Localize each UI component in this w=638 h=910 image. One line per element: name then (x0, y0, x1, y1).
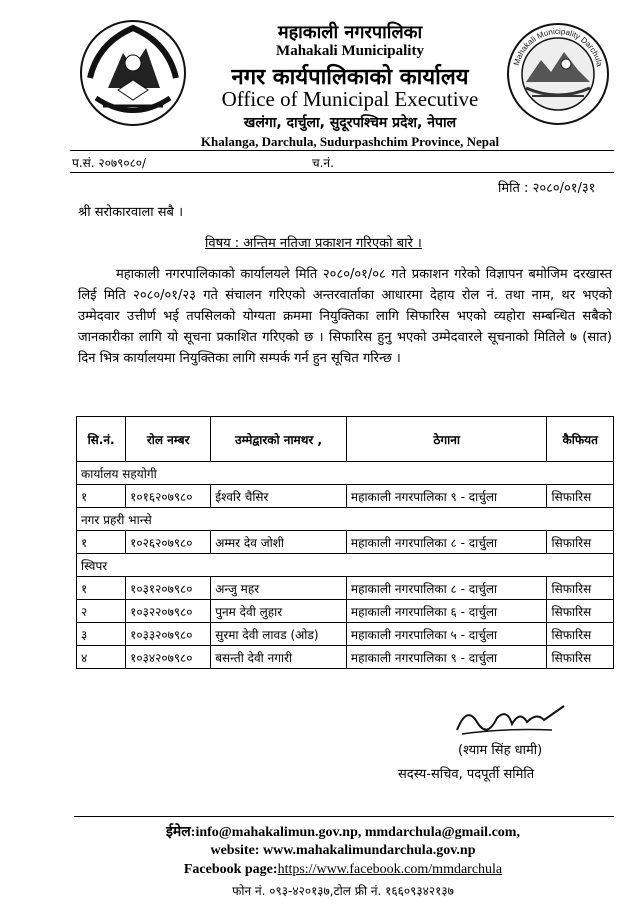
office-name-english: Office of Municipal Executive (221, 87, 479, 111)
facebook-link[interactable]: https://www.facebook.com/mmdarchula (277, 862, 503, 877)
cell-name: अम्मर देव जोशी (211, 531, 347, 554)
cell-roll: १०१६२०७९८० (126, 485, 211, 508)
header-name: उम्मेद्वारको नामथर , (211, 417, 347, 462)
group-row (77, 462, 614, 485)
salutation: श्री सरोकारवाला सबै । (78, 205, 184, 220)
footer-email: ईमेल:info@mahakalimun.gov.np, mmdarchula@gmail.com, (166, 825, 520, 840)
table-header-row (77, 417, 614, 462)
municipality-seal-icon (506, 22, 610, 126)
cell-address: महाकाली नगरपालिका ८ - दार्चुला (346, 531, 547, 554)
footer-phone: फोन नं. ०९३-४२०१३७,टोल फ्री नं. १६६०९३४२१३७ (232, 884, 454, 898)
meta-divider (70, 172, 614, 173)
cell-serial: १ (77, 577, 126, 600)
address-english: Khalanga, Darchula, Sudurpashchim Province, Nepal (200, 134, 500, 149)
cell-name: बसन्ती देवी नगारी (211, 646, 347, 669)
group-title: कार्यालय सहयोगी (77, 462, 614, 485)
nepal-emblem-icon (78, 18, 188, 128)
header-divider (70, 150, 614, 151)
cell-name: ईश्वरि चैसिर (211, 485, 347, 508)
signatory-name: (श्याम सिंह धामी) (458, 743, 543, 758)
municipality-name-english: Mahakali Municipality (276, 43, 424, 59)
group-title: नगर प्रहरी भान्से (77, 508, 614, 531)
table-row (77, 577, 614, 600)
office-name-nepali: नगर कार्यपालिकाको कार्यालय (231, 65, 469, 90)
municipality-name-nepali: महाकाली नगरपालिका (277, 22, 423, 43)
cell-remarks: सिफारिस (547, 531, 614, 554)
cell-address: महाकाली नगरपालिका ५ - दार्चुला (346, 623, 547, 646)
cell-address: महाकाली नगरपालिका ६ - दार्चुला (346, 600, 547, 623)
header-remarks: कैफियत (547, 417, 614, 462)
cell-remarks: सिफारिस (547, 623, 614, 646)
table-row (77, 646, 614, 669)
cell-serial: १ (77, 485, 126, 508)
signature-scrawl-icon (452, 700, 572, 740)
seal-text: Mahakali Municipality Darchula (511, 26, 605, 68)
facebook-label: Facebook page: (183, 862, 278, 877)
letter-subject: विषय : अन्तिम नतिजा प्रकाशन गरिएको बारे । (205, 236, 422, 251)
cell-remarks: सिफारिस (547, 600, 614, 623)
body-paragraph: महाकाली नगरपालिकाको कार्यालयले मिति २०८०/०१/०८ गते प्रकाशन गरेको विज्ञापन बमोजिम दरखास्त लिई मिति २०८०/०१/२३ गते संचालन गरिएको अन्तरवार्ताका आधारमा देहाय रोल नं. तथा नाम, थर भएको उम्मेदवार उत्तीर्ण भई तपसिलको योग्यता क्रममा नियुक्तिका लागि सिफारिस भएको व्यहोरा सम्बन्धित सबैको जानकारीका लागि यो सूचना प्रकाशित गरिएको छ । सिफारिस हुनु भएको उम्मेदवारले सूचनाको मितिले ७ (सात) दिन भित्र कार्यालयमा नियुक्तिका लागि सम्पर्क गर्न हुन सूचित गरिन्छ । (78, 267, 612, 366)
table-row (77, 600, 614, 623)
cell-address: महाकाली नगरपालिका ९ - दार्चुला (346, 646, 547, 669)
dispatch-number: च.नं. (312, 156, 334, 170)
group-row (77, 554, 614, 577)
letter-date: मिति : २०८०/०१/३१ (498, 181, 596, 196)
address-nepali: खलंगा, दार्चुला, सुदूरपश्चिम प्रदेश, नेपाल (243, 115, 457, 131)
cell-remarks: सिफारिस (547, 646, 614, 669)
letter-body (78, 264, 612, 369)
cell-remarks: सिफारिस (547, 577, 614, 600)
group-row (77, 508, 614, 531)
cell-serial: २ (77, 600, 126, 623)
cell-name: सुरमा देवी लावड (ओड) (211, 623, 347, 646)
cell-name: अन्जु महर (211, 577, 347, 600)
signatory-title: सदस्य-सचिव, पदपूर्ती समिति (398, 767, 535, 782)
table-row (77, 623, 614, 646)
group-title: स्विपर (77, 554, 614, 577)
cell-roll: १०३३२०७९८० (126, 623, 211, 646)
footer-divider (74, 816, 614, 817)
header-roll: रोल नम्बर (126, 417, 211, 462)
table-row (77, 485, 614, 508)
cell-roll: १०३१२०७९८० (126, 577, 211, 600)
header-address: ठेगाना (346, 417, 547, 462)
cell-serial: १ (77, 531, 126, 554)
footer-website: website: www.mahakalimundarchula.gov.np (210, 843, 476, 858)
cell-serial: ४ (77, 646, 126, 669)
cell-serial: ३ (77, 623, 126, 646)
footer-facebook (150, 862, 536, 878)
reference-number: प.सं. २०७९०८०/ (72, 156, 147, 170)
header-serial: सि.नं. (77, 417, 126, 462)
table-row (77, 531, 614, 554)
cell-roll: १०३२२०७९८० (126, 600, 211, 623)
cell-remarks: सिफारिस (547, 485, 614, 508)
cell-roll: १०२६२०७९८० (126, 531, 211, 554)
cell-roll: १०३४२०७९८० (126, 646, 211, 669)
cell-address: महाकाली नगरपालिका ८ - दार्चुला (346, 577, 547, 600)
cell-address: महाकाली नगरपालिका ९ - दार्चुला (346, 485, 547, 508)
cell-name: पुनम देवी लुहार (211, 600, 347, 623)
results-table (76, 416, 614, 669)
